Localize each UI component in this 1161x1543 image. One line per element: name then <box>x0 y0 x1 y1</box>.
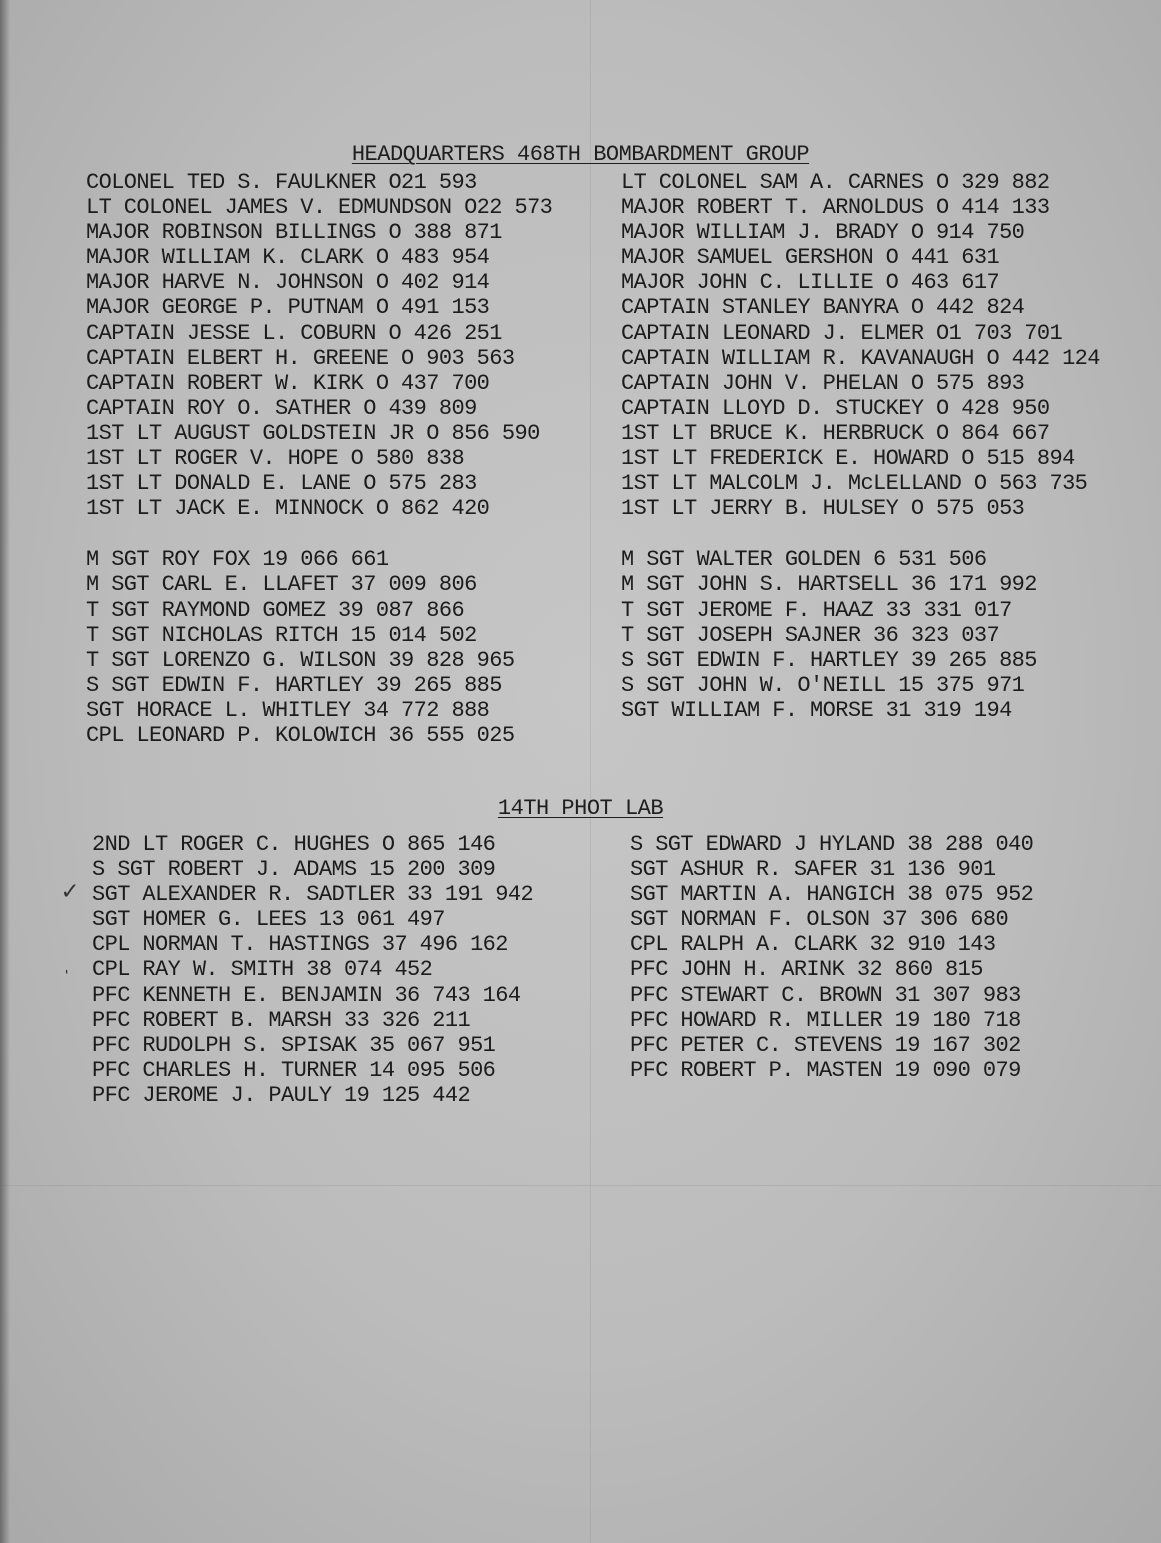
roster-entry: CPL NORMAN T. HASTINGS 37 496 162 <box>92 932 508 958</box>
hq-right-column <box>621 170 1100 723</box>
phot-lab-heading: 14TH PHOT LAB <box>497 796 664 821</box>
roster-entry: PFC JOHN H. ARINK 32 860 815 <box>630 957 983 983</box>
roster-entry: SGT HOMER G. LEES 13 061 497 <box>92 907 445 933</box>
roster-entry: CPL LEONARD P. KOLOWICH 36 555 025 <box>86 722 515 748</box>
roster-entry: SGT NORMAN F. OLSON 37 306 680 <box>630 907 1009 933</box>
handwritten-tick: ˌ <box>60 951 74 976</box>
roster-entry: PFC ROBERT P. MASTEN 19 090 079 <box>630 1057 1021 1083</box>
roster-entry: S SGT EDWIN F. HARTLEY 39 265 885 <box>86 672 502 698</box>
roster-entry: PFC PETER C. STEVENS 19 167 302 <box>630 1032 1021 1058</box>
page-edge-shadow <box>0 0 10 1543</box>
roster-entry: 1ST LT MALCOLM J. McLELLAND O 563 735 <box>621 471 1088 497</box>
roster-entry: M SGT WALTER GOLDEN 6 531 506 <box>621 547 987 573</box>
roster-entry: MAJOR GEORGE P. PUTNAM O 491 153 <box>86 295 490 321</box>
roster-entry: 1ST LT FREDERICK E. HOWARD O 515 894 <box>621 446 1075 472</box>
roster-entry: PFC CHARLES H. TURNER 14 095 506 <box>92 1057 496 1083</box>
roster-entry: CAPTAIN ELBERT H. GREENE O 903 563 <box>86 345 515 371</box>
roster-entry: PFC KENNETH E. BENJAMIN 36 743 164 <box>92 982 521 1008</box>
hq-officers-left <box>86 170 552 521</box>
roster-entry: MAJOR JOHN C. LILLIE O 463 617 <box>621 270 1000 296</box>
phot-lab-right <box>630 832 1033 1083</box>
roster-entry: CPL RALPH A. CLARK 32 910 143 <box>630 932 996 958</box>
roster-entry: 1ST LT DONALD E. LANE O 575 283 <box>86 471 477 497</box>
roster-entry: PFC STEWART C. BROWN 31 307 983 <box>630 982 1021 1008</box>
headquarters-heading: HEADQUARTERS 468TH BOMBARDMENT GROUP <box>351 142 810 167</box>
roster-entry: M SGT ROY FOX 19 066 661 <box>86 547 389 573</box>
roster-entry: 2ND LT ROGER C. HUGHES O 865 146 <box>92 832 496 857</box>
roster-entry: PFC RUDOLPH S. SPISAK 35 067 951 <box>92 1032 496 1058</box>
roster-entry: S SGT EDWIN F. HARTLEY 39 265 885 <box>621 647 1037 673</box>
roster-entry: SGT MARTIN A. HANGICH 38 075 952 <box>630 882 1034 908</box>
roster-entry: LT COLONEL JAMES V. EDMUNDSON O22 573 <box>86 195 553 221</box>
roster-entry: CPL RAY W. SMITH 38 074 452 <box>92 957 433 983</box>
roster-entry: PFC ROBERT B. MARSH 33 326 211 <box>92 1007 471 1033</box>
roster-entry: 1ST LT AUGUST GOLDSTEIN JR O 856 590 <box>86 420 540 446</box>
roster-entry: S SGT ROBERT J. ADAMS 15 200 309 <box>92 857 496 883</box>
roster-entry: T SGT RAYMOND GOMEZ 39 087 866 <box>86 597 465 623</box>
hq-enlisted-right <box>621 547 1100 723</box>
roster-entry: 1ST LT JERRY B. HULSEY O 575 053 <box>621 496 1025 522</box>
roster-entry: MAJOR ROBINSON BILLINGS O 388 871 <box>86 220 502 246</box>
roster-entry: CAPTAIN WILLIAM R. KAVANAUGH O 442 124 <box>621 345 1100 371</box>
roster-entry: T SGT NICHOLAS RITCH 15 014 502 <box>86 622 477 648</box>
roster-entry: M SGT JOHN S. HARTSELL 36 171 992 <box>621 572 1037 598</box>
roster-entry: S SGT EDWARD J HYLAND 38 288 040 <box>630 832 1034 857</box>
roster-entry: T SGT JOSEPH SAJNER 36 323 037 <box>621 622 1000 648</box>
roster-entry: S SGT JOHN W. O'NEILL 15 375 971 <box>621 672 1025 698</box>
roster-entry: CAPTAIN STANLEY BANYRA O 442 824 <box>621 295 1025 321</box>
roster-entry: CAPTAIN LEONARD J. ELMER O1 703 701 <box>621 320 1063 346</box>
roster-entry: T SGT LORENZO G. WILSON 39 828 965 <box>86 647 515 673</box>
fold-crease-horizontal <box>0 1185 1161 1186</box>
roster-entry: CAPTAIN JESSE L. COBURN O 426 251 <box>86 320 502 346</box>
hq-enlisted-left <box>86 547 552 748</box>
handwritten-checkmark: ✓ <box>62 877 78 907</box>
roster-entry: MAJOR HARVE N. JOHNSON O 402 914 <box>86 270 490 296</box>
hq-left-column <box>86 170 552 748</box>
roster-entry: MAJOR ROBERT T. ARNOLDUS O 414 133 <box>621 195 1050 221</box>
roster-entry: CAPTAIN ROY O. SATHER O 439 809 <box>86 395 477 421</box>
roster-entry: MAJOR WILLIAM K. CLARK O 483 954 <box>86 245 490 271</box>
roster-entry: MAJOR WILLIAM J. BRADY O 914 750 <box>621 220 1025 246</box>
roster-entry: SGT ALEXANDER R. SADTLER 33 191 942 <box>92 882 534 908</box>
roster-entry: SGT ASHUR R. SAFER 31 136 901 <box>630 857 996 883</box>
roster-entry: M SGT CARL E. LLAFET 37 009 806 <box>86 572 477 598</box>
roster-entry: CAPTAIN JOHN V. PHELAN O 575 893 <box>621 370 1025 396</box>
roster-entry: MAJOR SAMUEL GERSHON O 441 631 <box>621 245 1000 271</box>
roster-entry: LT COLONEL SAM A. CARNES O 329 882 <box>621 170 1050 195</box>
roster-entry: T SGT JEROME F. HAAZ 33 331 017 <box>621 597 1012 623</box>
hq-officers-right <box>621 170 1100 521</box>
roster-entry: PFC JEROME J. PAULY 19 125 442 <box>92 1082 471 1108</box>
roster-entry: 1ST LT BRUCE K. HERBRUCK O 864 667 <box>621 420 1050 446</box>
roster-entry: SGT HORACE L. WHITLEY 34 772 888 <box>86 697 490 723</box>
roster-entry: COLONEL TED S. FAULKNER O21 593 <box>86 170 477 195</box>
roster-entry: 1ST LT ROGER V. HOPE O 580 838 <box>86 446 465 472</box>
roster-entry: 1ST LT JACK E. MINNOCK O 862 420 <box>86 496 490 522</box>
roster-entry: CAPTAIN ROBERT W. KIRK O 437 700 <box>86 370 490 396</box>
phot-lab-right-column <box>630 832 1033 1083</box>
roster-entry: PFC HOWARD R. MILLER 19 180 718 <box>630 1007 1021 1033</box>
roster-entry: CAPTAIN LLOYD D. STUCKEY O 428 950 <box>621 395 1050 421</box>
phot-lab-left <box>92 832 533 1108</box>
fold-crease-vertical <box>590 0 591 1543</box>
phot-lab-left-column <box>92 832 533 1108</box>
roster-entry: SGT WILLIAM F. MORSE 31 319 194 <box>621 697 1012 723</box>
